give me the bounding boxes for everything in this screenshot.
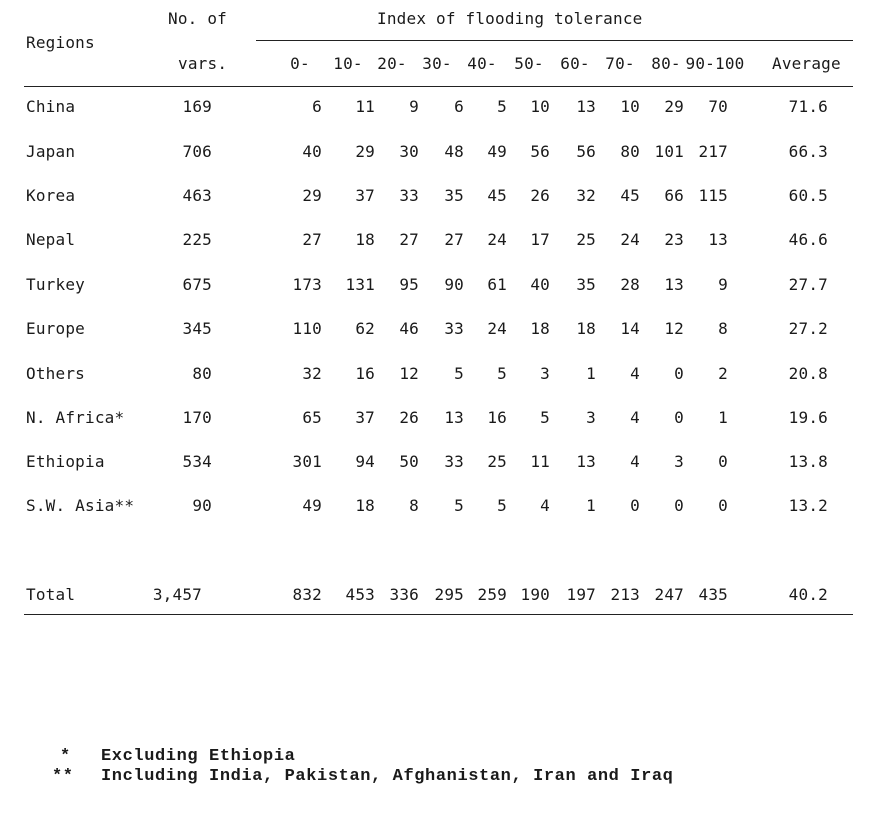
- total-count-bin-6: 197: [566, 585, 596, 604]
- row-count-bin-5: 17: [530, 230, 550, 249]
- row-count-bin-7: 14: [620, 319, 640, 338]
- row-region: S.W. Asia**: [26, 496, 135, 515]
- row-count-bin-0: 6: [312, 97, 322, 116]
- row-count-bin-2: 27: [399, 230, 419, 249]
- row-count-bin-6: 13: [576, 452, 596, 471]
- row-vars: 225: [182, 230, 212, 249]
- footnote-1-mark: *: [60, 747, 71, 766]
- row-count-bin-5: 11: [530, 452, 550, 471]
- row-count-bin-9: 2: [718, 364, 728, 383]
- header-bin-5: 50-: [514, 54, 544, 73]
- row-count-bin-2: 30: [399, 142, 419, 161]
- row-vars: 80: [192, 364, 212, 383]
- row-vars: 90: [192, 496, 212, 515]
- total-count-bin-0: 832: [292, 585, 322, 604]
- row-count-bin-3: 5: [454, 364, 464, 383]
- row-count-bin-8: 29: [664, 97, 684, 116]
- row-count-bin-7: 80: [620, 142, 640, 161]
- header-bin-2: 20-: [377, 54, 407, 73]
- row-count-bin-4: 5: [497, 97, 507, 116]
- header-bin-0: 0-: [290, 54, 310, 73]
- row-count-bin-4: 5: [497, 496, 507, 515]
- row-count-bin-6: 18: [576, 319, 596, 338]
- row-average: 13.2: [788, 496, 828, 515]
- row-count-bin-2: 50: [399, 452, 419, 471]
- row-count-bin-2: 95: [399, 275, 419, 294]
- row-count-bin-4: 25: [487, 452, 507, 471]
- row-count-bin-4: 45: [487, 186, 507, 205]
- row-count-bin-5: 3: [540, 364, 550, 383]
- header-bin-6: 60-: [560, 54, 590, 73]
- row-count-bin-9: 13: [708, 230, 728, 249]
- row-vars: 675: [182, 275, 212, 294]
- row-count-bin-1: 37: [355, 408, 375, 427]
- row-count-bin-0: 65: [302, 408, 322, 427]
- total-average: 40.2: [788, 585, 828, 604]
- table-bottom-rule: [24, 614, 853, 615]
- row-region: Europe: [26, 319, 85, 338]
- row-average: 60.5: [788, 186, 828, 205]
- row-count-bin-5: 40: [530, 275, 550, 294]
- row-count-bin-5: 18: [530, 319, 550, 338]
- row-count-bin-2: 12: [399, 364, 419, 383]
- footnote-2-mark: **: [52, 767, 74, 786]
- row-count-bin-0: 40: [302, 142, 322, 161]
- row-count-bin-8: 13: [664, 275, 684, 294]
- header-bin-8: 80-: [651, 54, 681, 73]
- row-count-bin-7: 28: [620, 275, 640, 294]
- row-count-bin-0: 173: [292, 275, 322, 294]
- row-count-bin-9: 8: [718, 319, 728, 338]
- row-count-bin-6: 32: [576, 186, 596, 205]
- header-index-rule: [256, 40, 853, 41]
- row-vars: 345: [182, 319, 212, 338]
- row-count-bin-9: 70: [708, 97, 728, 116]
- row-count-bin-3: 33: [444, 452, 464, 471]
- row-vars: 169: [182, 97, 212, 116]
- row-count-bin-7: 0: [630, 496, 640, 515]
- row-count-bin-4: 16: [487, 408, 507, 427]
- row-region: Ethiopia: [26, 452, 105, 471]
- footnote-1-text: Excluding Ethiopia: [101, 747, 296, 766]
- total-count-bin-7: 213: [610, 585, 640, 604]
- row-count-bin-0: 301: [292, 452, 322, 471]
- row-count-bin-8: 0: [674, 408, 684, 427]
- row-count-bin-4: 5: [497, 364, 507, 383]
- row-region: Nepal: [26, 230, 76, 249]
- row-average: 13.8: [788, 452, 828, 471]
- header-bin-4: 40-: [467, 54, 497, 73]
- row-count-bin-2: 9: [409, 97, 419, 116]
- row-count-bin-2: 8: [409, 496, 419, 515]
- row-count-bin-6: 13: [576, 97, 596, 116]
- row-count-bin-2: 26: [399, 408, 419, 427]
- row-count-bin-1: 131: [345, 275, 375, 294]
- header-no-of: No. of: [168, 9, 227, 28]
- row-count-bin-7: 24: [620, 230, 640, 249]
- row-count-bin-1: 29: [355, 142, 375, 161]
- row-count-bin-7: 4: [630, 364, 640, 383]
- row-count-bin-9: 0: [718, 496, 728, 515]
- row-count-bin-3: 13: [444, 408, 464, 427]
- row-count-bin-1: 18: [355, 230, 375, 249]
- row-count-bin-8: 0: [674, 364, 684, 383]
- header-bottom-rule: [24, 86, 853, 87]
- row-count-bin-9: 115: [698, 186, 728, 205]
- row-count-bin-8: 101: [654, 142, 684, 161]
- row-count-bin-2: 33: [399, 186, 419, 205]
- total-count-bin-9: 435: [698, 585, 728, 604]
- row-average: 20.8: [788, 364, 828, 383]
- row-count-bin-6: 56: [576, 142, 596, 161]
- row-count-bin-3: 5: [454, 496, 464, 515]
- row-count-bin-9: 9: [718, 275, 728, 294]
- row-count-bin-8: 23: [664, 230, 684, 249]
- row-count-bin-1: 16: [355, 364, 375, 383]
- row-region: Korea: [26, 186, 76, 205]
- header-bin-1: 10-: [333, 54, 363, 73]
- row-count-bin-3: 48: [444, 142, 464, 161]
- row-count-bin-3: 6: [454, 97, 464, 116]
- row-count-bin-0: 27: [302, 230, 322, 249]
- header-bin-3: 30-: [422, 54, 452, 73]
- row-count-bin-1: 18: [355, 496, 375, 515]
- total-count-bin-5: 190: [520, 585, 550, 604]
- total-count-bin-3: 295: [434, 585, 464, 604]
- row-count-bin-6: 1: [586, 364, 596, 383]
- row-average: 66.3: [788, 142, 828, 161]
- row-average: 27.7: [788, 275, 828, 294]
- total-vars: 3,457: [152, 585, 202, 604]
- row-average: 46.6: [788, 230, 828, 249]
- row-average: 71.6: [788, 97, 828, 116]
- row-count-bin-5: 5: [540, 408, 550, 427]
- row-count-bin-7: 10: [620, 97, 640, 116]
- header-index-title: Index of flooding tolerance: [377, 9, 643, 28]
- row-region: N. Africa*: [26, 408, 125, 427]
- header-bin-7: 70-: [605, 54, 635, 73]
- row-count-bin-8: 3: [674, 452, 684, 471]
- row-count-bin-1: 62: [355, 319, 375, 338]
- row-count-bin-6: 1: [586, 496, 596, 515]
- header-vars: vars.: [178, 54, 228, 73]
- total-count-bin-1: 453: [345, 585, 375, 604]
- row-region: Others: [26, 364, 85, 383]
- row-vars: 170: [182, 408, 212, 427]
- row-count-bin-0: 49: [302, 496, 322, 515]
- row-count-bin-4: 24: [487, 319, 507, 338]
- row-count-bin-7: 4: [630, 452, 640, 471]
- row-count-bin-7: 4: [630, 408, 640, 427]
- row-count-bin-3: 90: [444, 275, 464, 294]
- row-count-bin-4: 49: [487, 142, 507, 161]
- header-average: Average: [772, 54, 841, 73]
- row-count-bin-5: 56: [530, 142, 550, 161]
- row-average: 27.2: [788, 319, 828, 338]
- row-count-bin-2: 46: [399, 319, 419, 338]
- row-average: 19.6: [788, 408, 828, 427]
- row-count-bin-6: 3: [586, 408, 596, 427]
- row-count-bin-7: 45: [620, 186, 640, 205]
- total-count-bin-8: 247: [654, 585, 684, 604]
- row-count-bin-3: 35: [444, 186, 464, 205]
- row-count-bin-3: 33: [444, 319, 464, 338]
- row-count-bin-4: 24: [487, 230, 507, 249]
- row-count-bin-4: 61: [487, 275, 507, 294]
- row-count-bin-0: 110: [292, 319, 322, 338]
- row-count-bin-6: 25: [576, 230, 596, 249]
- row-vars: 534: [182, 452, 212, 471]
- row-region: Japan: [26, 142, 76, 161]
- row-count-bin-9: 1: [718, 408, 728, 427]
- row-count-bin-5: 10: [530, 97, 550, 116]
- row-region: China: [26, 97, 76, 116]
- row-count-bin-1: 94: [355, 452, 375, 471]
- row-count-bin-9: 0: [718, 452, 728, 471]
- row-count-bin-8: 12: [664, 319, 684, 338]
- row-count-bin-3: 27: [444, 230, 464, 249]
- total-count-bin-2: 336: [389, 585, 419, 604]
- header-regions: Regions: [26, 33, 95, 52]
- header-bin-9: 90-100: [685, 54, 745, 73]
- footnote-2-text: Including India, Pakistan, Afghanistan, Iran and Iraq: [101, 767, 674, 786]
- row-count-bin-0: 32: [302, 364, 322, 383]
- row-count-bin-9: 217: [698, 142, 728, 161]
- total-count-bin-4: 259: [477, 585, 507, 604]
- row-vars: 463: [182, 186, 212, 205]
- total-label: Total: [26, 585, 76, 604]
- row-count-bin-5: 26: [530, 186, 550, 205]
- row-region: Turkey: [26, 275, 85, 294]
- row-count-bin-5: 4: [540, 496, 550, 515]
- row-count-bin-6: 35: [576, 275, 596, 294]
- row-count-bin-1: 37: [355, 186, 375, 205]
- row-count-bin-8: 0: [674, 496, 684, 515]
- row-count-bin-0: 29: [302, 186, 322, 205]
- row-count-bin-8: 66: [664, 186, 684, 205]
- row-vars: 706: [182, 142, 212, 161]
- row-count-bin-1: 11: [355, 97, 375, 116]
